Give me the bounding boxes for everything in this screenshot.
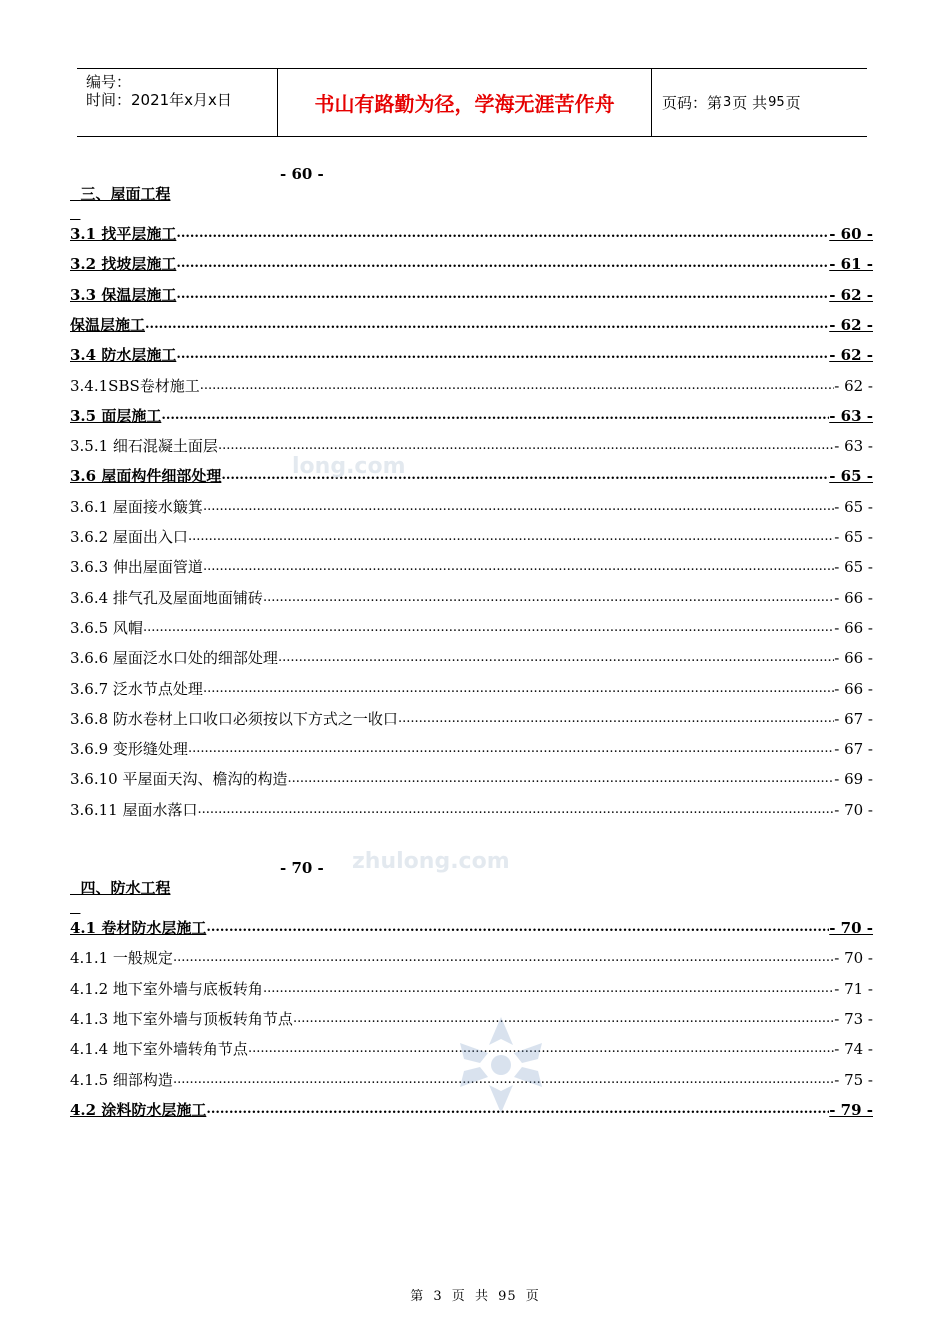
toc-entry-page: - 62 - bbox=[829, 316, 873, 334]
toc-entry-label: 3.6.2 屋面出入口 bbox=[70, 528, 188, 546]
toc-entry[interactable] bbox=[70, 374, 873, 396]
toc-entry[interactable] bbox=[70, 313, 873, 335]
toc-entry-label: 3.4.1SBS卷材施工 bbox=[70, 377, 200, 395]
page-footer bbox=[0, 1285, 950, 1304]
toc-dot-leader bbox=[176, 252, 829, 274]
header-motto: 书山有路勤为径，学海无涯苦作舟 bbox=[278, 69, 652, 136]
toc-entry-label: 3.6.7 泛水节点处理 bbox=[70, 680, 203, 698]
toc-entry-label: 4.1.3 地下室外墙与顶板转角节点 bbox=[70, 1010, 293, 1028]
toc-entry[interactable] bbox=[70, 767, 873, 789]
toc-entry[interactable] bbox=[70, 737, 873, 759]
toc-entry-page: - 70 - bbox=[834, 949, 873, 967]
toc-dot-leader bbox=[398, 707, 834, 729]
toc-entry-label: 4.1 卷材防水层施工 bbox=[70, 919, 207, 937]
toc-entry[interactable] bbox=[70, 404, 873, 426]
toc-entry-page: - 62 - bbox=[829, 286, 873, 304]
toc-entry-page: - 70 - bbox=[834, 801, 873, 819]
toc-entry-page: - 67 - bbox=[834, 710, 873, 728]
footer-text: 第 bbox=[410, 1289, 425, 1304]
toc-dot-leader bbox=[263, 977, 834, 999]
watermark-text: zhulong.com bbox=[352, 849, 510, 874]
toc-entry-label: 3.6.6 屋面泛水口处的细部处理 bbox=[70, 649, 278, 667]
toc-dot-leader bbox=[203, 555, 834, 577]
page-total: 95 bbox=[768, 95, 785, 110]
toc-entry-label: 3.6.9 变形缝处理 bbox=[70, 740, 188, 758]
toc-entry-label: 3.6.11 屋面水落口 bbox=[70, 801, 198, 819]
toc-entry-label: 3.5 面层施工 bbox=[70, 407, 162, 425]
section-heading-roof[interactable] bbox=[70, 165, 324, 203]
toc-entry[interactable] bbox=[70, 977, 873, 999]
toc-entry-label: 3.6.8 防水卷材上口收口必须按以下方式之一收口 bbox=[70, 710, 398, 728]
footer-text: 页 bbox=[451, 1289, 466, 1304]
toc-dot-leader bbox=[203, 677, 834, 699]
toc-entry[interactable] bbox=[70, 707, 873, 729]
toc-entry-label: 4.1.4 地下室外墙转角节点 bbox=[70, 1040, 248, 1058]
toc-dot-leader bbox=[293, 1007, 834, 1029]
toc-entry[interactable] bbox=[70, 616, 873, 638]
toc-entry-page: - 71 - bbox=[834, 980, 873, 998]
toc-entry[interactable] bbox=[70, 946, 873, 968]
section-heading-waterproof[interactable] bbox=[70, 859, 324, 897]
toc-entry-label: 3.2 找坡层施工 bbox=[70, 255, 177, 273]
header-page-info bbox=[652, 69, 867, 136]
toc-entry-page: - 65 - bbox=[834, 528, 873, 546]
toc-entry-page: - 66 - bbox=[834, 619, 873, 637]
page-suffix: 页 bbox=[785, 94, 801, 112]
footer-page-number: 3 bbox=[433, 1289, 443, 1304]
toc-entry[interactable] bbox=[70, 252, 873, 274]
header-meta bbox=[77, 69, 278, 136]
number-label: 编号： bbox=[86, 73, 132, 91]
document-header bbox=[77, 68, 867, 137]
toc-dot-leader bbox=[188, 737, 834, 759]
toc-dot-leader bbox=[287, 767, 834, 789]
toc-entry-label: 3.3 保温层施工 bbox=[70, 286, 177, 304]
toc-entry-label: 4.1.1 一般规定 bbox=[70, 949, 173, 967]
footer-text: 共 bbox=[474, 1289, 489, 1304]
toc-entry-label: 4.1.2 地下室外墙与底板转角 bbox=[70, 980, 263, 998]
toc-entry[interactable] bbox=[70, 434, 873, 456]
toc-entry-label: 3.6 屋面构件细部处理 bbox=[70, 467, 222, 485]
toc-entry-page: - 63 - bbox=[834, 437, 873, 455]
toc-entry-page: - 66 - bbox=[834, 680, 873, 698]
toc-entry[interactable] bbox=[70, 464, 873, 486]
toc-entry-page: - 65 - bbox=[834, 498, 873, 516]
toc-entry-page: - 65 - bbox=[829, 467, 873, 485]
toc-dot-leader bbox=[206, 916, 829, 938]
watermark-text: long.com bbox=[292, 454, 406, 479]
toc-entry-label: 4.2 涂料防水层施工 bbox=[70, 1101, 207, 1119]
toc-entry-page: - 70 - bbox=[829, 919, 873, 937]
toc-entry-label: 3.4 防水层施工 bbox=[70, 346, 177, 364]
toc-dot-leader bbox=[176, 343, 829, 365]
toc-dot-leader bbox=[173, 946, 834, 968]
toc-entry-label: 3.6.3 伸出屋面管道 bbox=[70, 558, 203, 576]
toc-entry-page: - 66 - bbox=[834, 589, 873, 607]
toc-dot-leader bbox=[203, 495, 834, 517]
toc-dot-leader bbox=[176, 222, 829, 244]
toc-dot-leader bbox=[200, 374, 834, 396]
toc-entry-page: - 60 - bbox=[829, 225, 873, 243]
toc-entry-page: - 61 - bbox=[829, 255, 873, 273]
toc-entry-page: - 69 - bbox=[834, 770, 873, 788]
toc-entry[interactable] bbox=[70, 916, 873, 938]
toc-entry[interactable] bbox=[70, 343, 873, 365]
page-prefix: 页码：第 bbox=[662, 94, 723, 112]
toc-entry-page: - 79 - bbox=[829, 1101, 873, 1119]
toc-dot-leader bbox=[263, 586, 834, 608]
toc-dot-leader bbox=[188, 525, 834, 547]
watermark-logo-icon bbox=[458, 1015, 544, 1115]
toc-entry-label: 3.5.1 细石混凝土面层 bbox=[70, 437, 218, 455]
toc-dot-leader bbox=[176, 283, 829, 305]
toc-entry-label: 4.1.5 细部构造 bbox=[70, 1071, 173, 1089]
toc-entry[interactable] bbox=[70, 586, 873, 608]
toc-dot-leader bbox=[197, 798, 834, 820]
toc-entry-page: - 63 - bbox=[829, 407, 873, 425]
toc-entry[interactable] bbox=[70, 283, 873, 305]
toc-entry[interactable] bbox=[70, 555, 873, 577]
toc-entry-label: 3.6.4 排气孔及屋面地面铺砖 bbox=[70, 589, 263, 607]
toc-dot-leader bbox=[278, 646, 834, 668]
toc-entry-label: 3.6.5 风帽 bbox=[70, 619, 143, 637]
toc-dot-leader bbox=[143, 616, 834, 638]
time-label: 时间：2021年x月x日 bbox=[86, 91, 232, 109]
toc-entry[interactable] bbox=[70, 525, 873, 547]
page-mid: 页 共 bbox=[732, 94, 768, 112]
section-page: - 70 - bbox=[280, 859, 324, 877]
toc-entry-page: - 74 - bbox=[834, 1040, 873, 1058]
toc-entry-page: - 67 - bbox=[834, 740, 873, 758]
toc-entry-label: 3.6.10 平屋面天沟、檐沟的构造 bbox=[70, 770, 288, 788]
toc-entry-page: - 66 - bbox=[834, 649, 873, 667]
toc-dot-leader bbox=[218, 434, 834, 456]
toc-entry[interactable] bbox=[70, 222, 873, 244]
toc-entry-page: - 75 - bbox=[834, 1071, 873, 1089]
toc-entry[interactable] bbox=[70, 798, 873, 820]
toc-entry[interactable] bbox=[70, 677, 873, 699]
toc-entry-page: - 73 - bbox=[834, 1010, 873, 1028]
toc-entry-page: - 62 - bbox=[829, 346, 873, 364]
toc-entry-page: - 62 - bbox=[834, 377, 873, 395]
toc-entry-label: 3.6.1 屋面接水簸箕 bbox=[70, 498, 203, 516]
toc-dot-leader bbox=[161, 404, 829, 426]
section-page: - 60 - bbox=[280, 165, 324, 183]
page-number: 3 bbox=[723, 95, 732, 110]
toc-entry[interactable] bbox=[70, 646, 873, 668]
footer-total-pages: 95 bbox=[498, 1289, 517, 1304]
toc-entry[interactable] bbox=[70, 495, 873, 517]
toc-entry-label: 保温层施工 bbox=[70, 316, 146, 334]
footer-text: 页 bbox=[525, 1289, 540, 1304]
toc-entry-page: - 65 - bbox=[834, 558, 873, 576]
section-title: 四、防水工程 bbox=[80, 879, 171, 897]
toc-entry-label: 3.1 找平层施工 bbox=[70, 225, 177, 243]
toc-dot-leader bbox=[145, 313, 829, 335]
section-title: 三、屋面工程 bbox=[80, 185, 171, 203]
